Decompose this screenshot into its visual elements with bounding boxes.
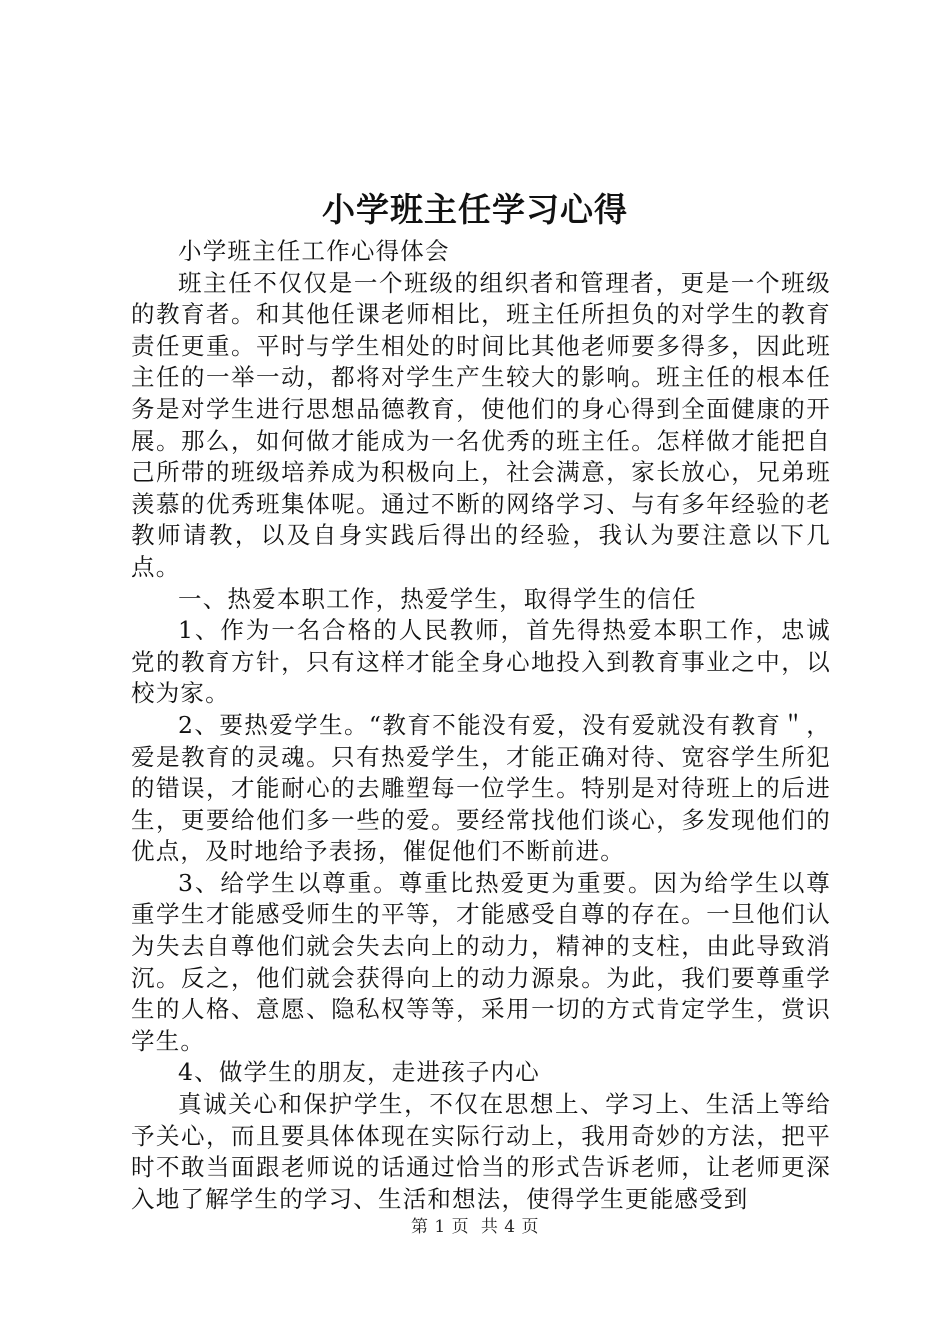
paragraph-subtitle: 小学班主任工作心得体会	[178, 237, 450, 265]
paragraph-point-3: 3、给学生以尊重。尊重比热爱更为重要。因为给学生以尊重学生才能感受师生的平等，才能感受自尊的存在。一旦他们认为失去自尊他们就会失去向上的动力，精神的支柱，由此导致消沉。反之，他们就会获得向上的动力源泉。为此，我们要尊重学生的人格、意愿、隐私权等等，采用一切的方式肯定学生，赏识学生。	[131, 868, 831, 1055]
document-title: 小学班主任学习心得	[322, 190, 628, 229]
paragraph-intro: 班主任不仅仅是一个班级的组织者和管理者，更是一个班级的教育者。和其他任课老师相比，班主任所担负的对学生的教育责任更重。平时与学生相处的时间比其他老师要多得多，因此班主任的一举一动，都将对学生产生较大的影响。班主任的根本任务是对学生进行思想品德教育，使他们的身心得到全面健康的开展。那么，如何做才能成为一名优秀的班主任。怎样做才能把自己所带的班级培养成为积极向上，社会满意，家长放心，兄弟班羡慕的优秀班集体呢。通过不断的网络学习、与有多年经验的老教师请教，以及自身实践后得出的经验，我认为要注意以下几点。	[131, 268, 831, 581]
document-body	[131, 236, 831, 1215]
page-number: 第 1 页 共 4 页	[410, 1217, 540, 1237]
paragraph-point-4-body: 真诚关心和保护学生，不仅在思想上、学习上、生活上等给予关心，而且要具体体现在实际行动上，我用奇妙的方法，把平时不敢当面跟老师说的话通过恰当的形式告诉老师，让老师更深入地了解学生的学习、生活和想法，使得学生更能感受到	[131, 1090, 831, 1213]
paragraph-point-2: 2、要热爱学生。“教育不能没有爱，没有爱就没有教育＂，爱是教育的灵魂。只有热爱学生，才能正确对待、宽容学生所犯的错误，才能耐心的去雕塑每一位学生。特别是对待班上的后进生，更要给他们多一些的爱。要经常找他们谈心，多发现他们的优点，及时地给予表扬，催促他们不断前进。	[131, 710, 831, 866]
paragraph-point-1: 1、作为一名合格的人民教师，首先得热爱本职工作，忠诚党的教育方针，只有这样才能全身心地投入到教育事业之中，以校为家。	[131, 616, 831, 708]
paragraph-point-4-heading: 4、做学生的朋友，走进孩子内心	[178, 1058, 540, 1087]
section-heading-1: 一、热爱本职工作，热爱学生，取得学生的信任	[178, 584, 697, 613]
page-footer	[0, 1216, 950, 1238]
